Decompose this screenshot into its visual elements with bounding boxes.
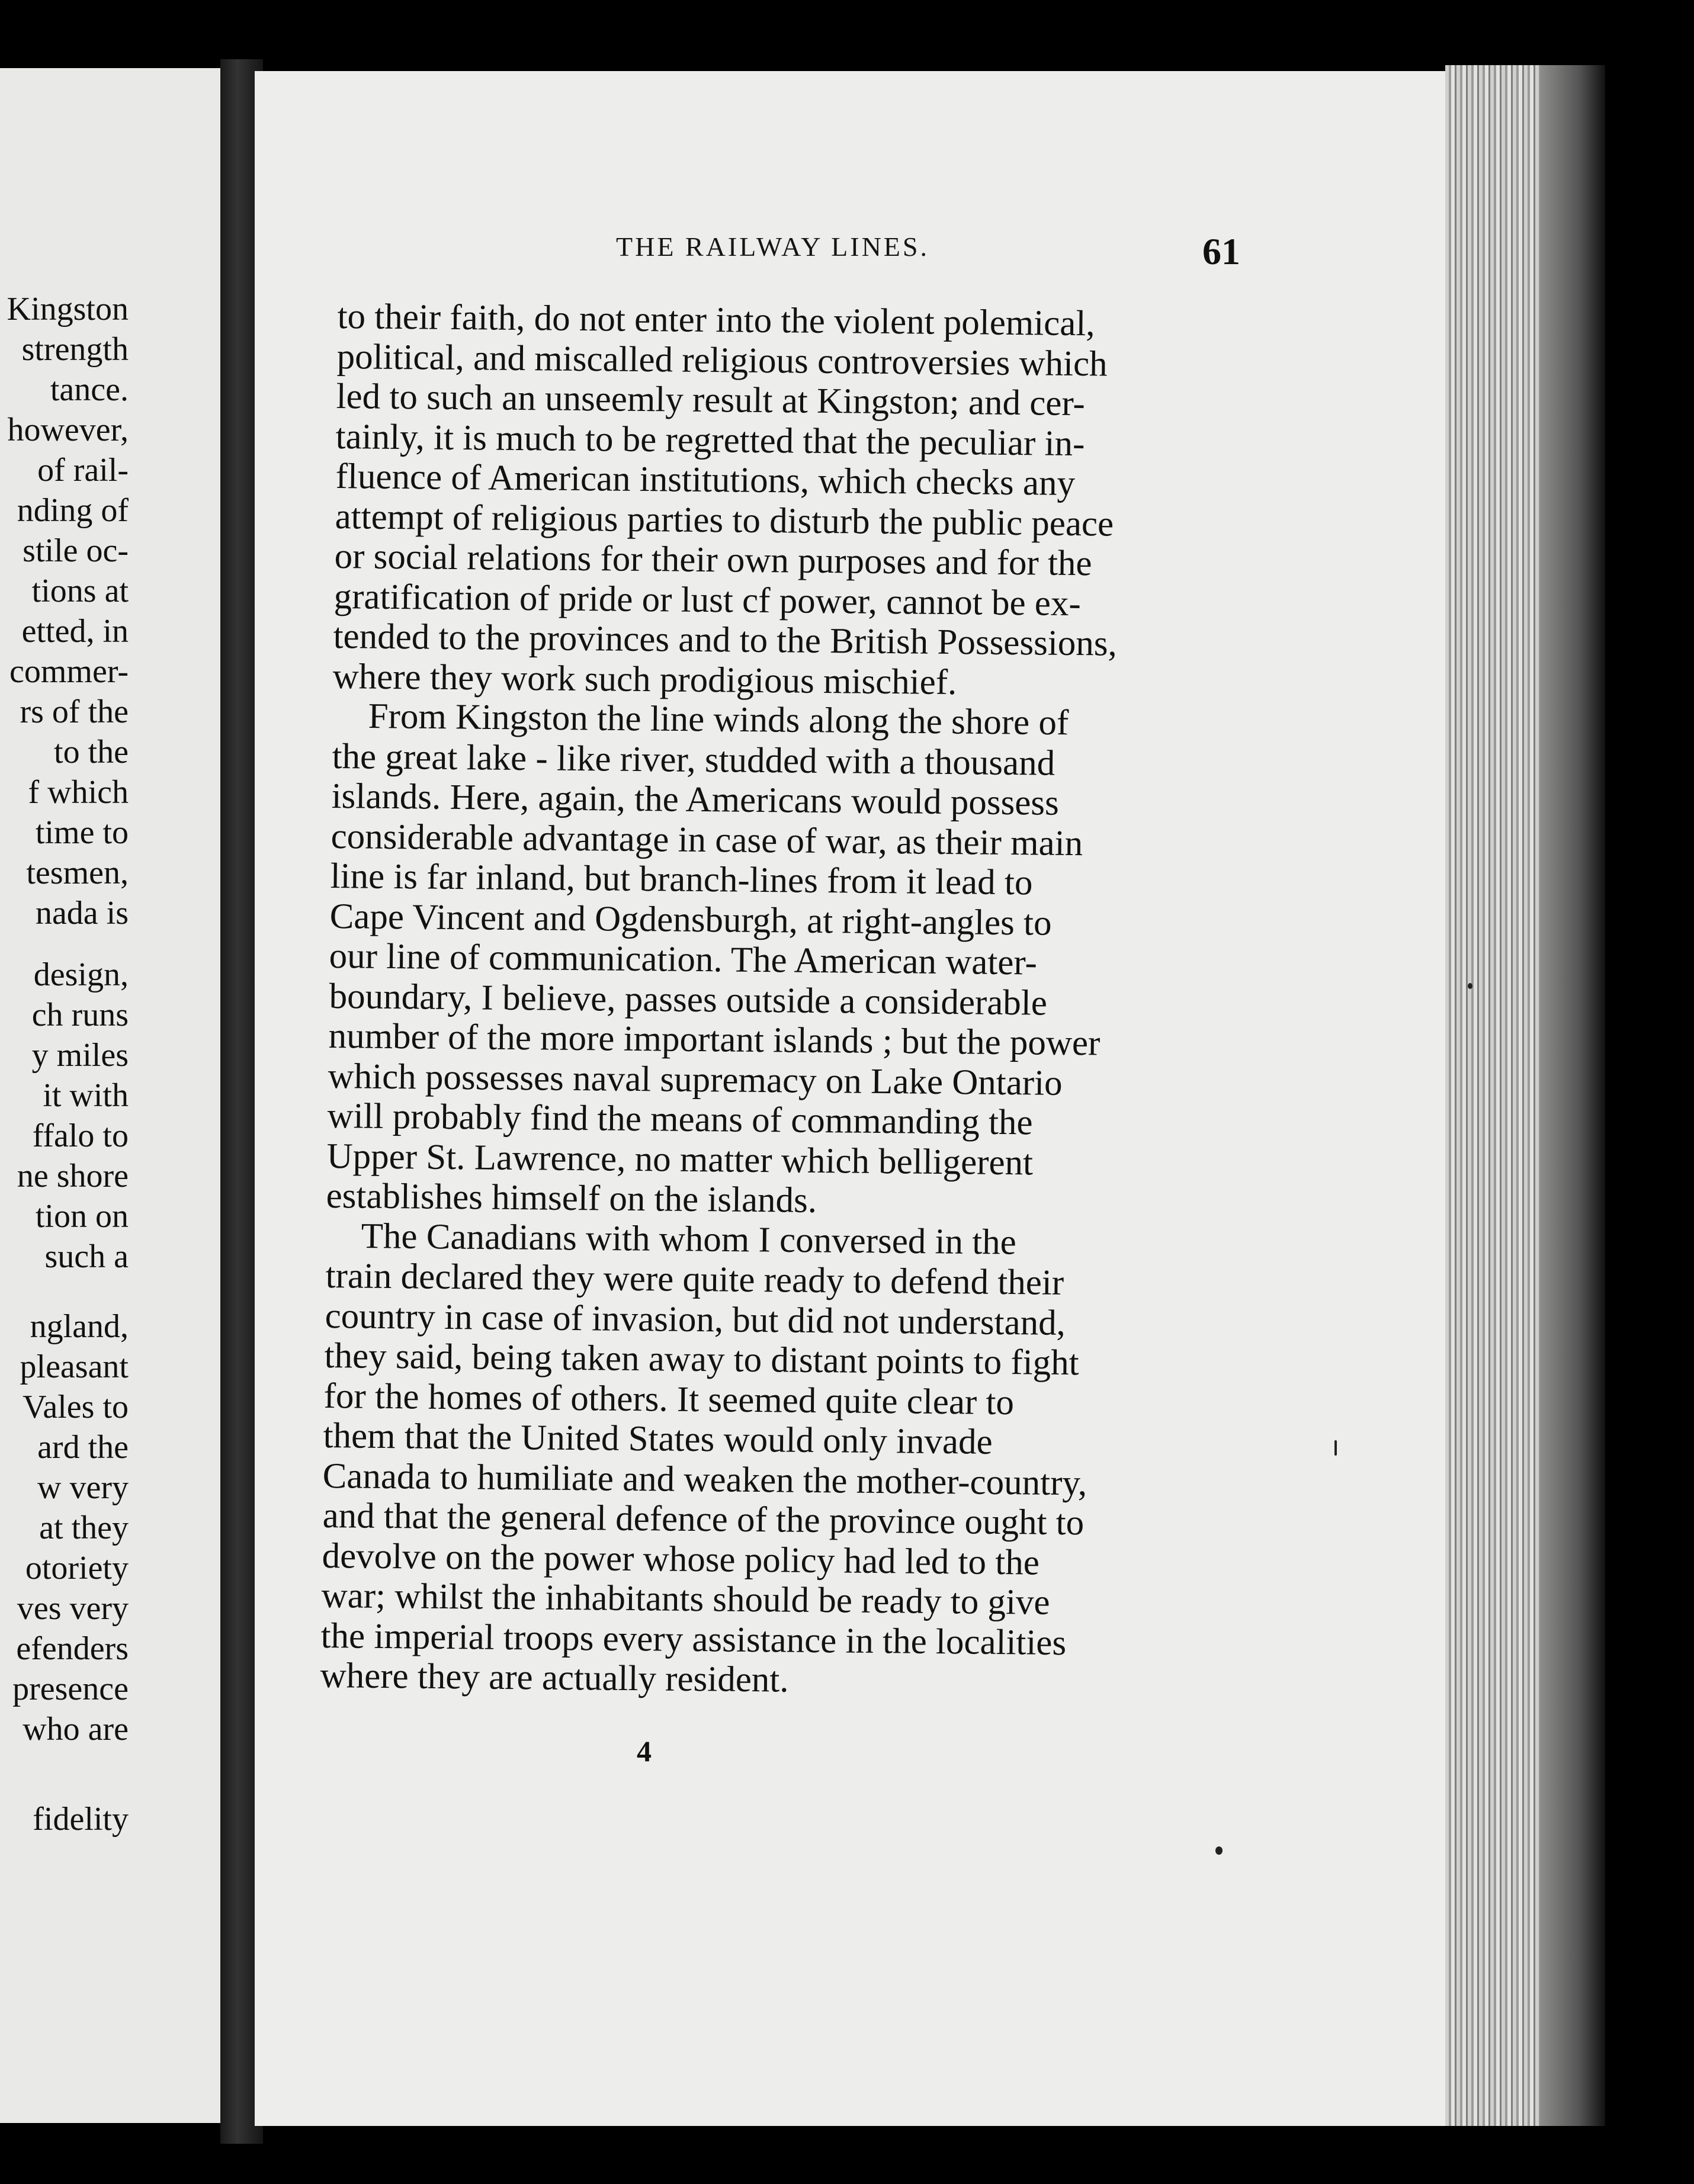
left-page-line: nding of: [17, 492, 129, 529]
left-page-line: ard the: [37, 1429, 129, 1466]
page-number: 61: [1202, 230, 1240, 272]
body-line: considerable advantage in case of war, as their main: [331, 816, 1083, 863]
body-line: the imperial troops every assistance in the localities: [320, 1615, 1067, 1663]
body-line: Upper St. Lawrence, no matter which belligerent: [326, 1136, 1034, 1183]
body-line: them that the United States would only invade: [323, 1416, 993, 1462]
left-page-line: ne shore: [17, 1158, 129, 1194]
body-line: tended to the provinces and to the British Possessions,: [333, 616, 1118, 664]
body-line: where they work such prodigious mischief.: [332, 656, 958, 702]
body-line: they said, being taken away to distant points to fight: [324, 1336, 1079, 1383]
body-line: train declared they were quite ready to defend their: [325, 1256, 1064, 1303]
signature-mark: 4: [637, 1735, 652, 1768]
left-page-line: tion on: [35, 1198, 129, 1235]
left-page-line: w very: [37, 1469, 129, 1506]
left-page-line: of rail-: [37, 452, 129, 489]
body-line: will probably find the means of commanding the: [327, 1096, 1033, 1143]
left-page-line: tions at: [31, 573, 129, 609]
left-page-line: Vales to: [23, 1389, 129, 1425]
body-line: islands. Here, again, the Americans would possess: [331, 776, 1059, 823]
left-page-line: such a: [44, 1238, 129, 1275]
body-line: gratification of pride or lust cf power, cannot be ex-: [333, 576, 1082, 624]
left-page-line: presence: [12, 1671, 129, 1707]
body-line: devolve on the power whose policy had led to the: [321, 1536, 1040, 1583]
left-page-line: to the: [54, 734, 129, 770]
left-page-line: fidelity: [33, 1801, 129, 1838]
body-line: which possesses naval supremacy on Lake Ontario: [328, 1056, 1063, 1103]
body-line: The Canadians with whom I conversed in the: [361, 1216, 1017, 1263]
left-page-line: etted, in: [21, 613, 129, 650]
body-line: country in case of invasion, but did not understand,: [325, 1296, 1066, 1343]
body-line: war; whilst the inhabitants should be ready to give: [321, 1576, 1050, 1623]
page-edges-shadow: [1540, 65, 1605, 2126]
left-page-line: it with: [43, 1077, 129, 1114]
left-page-line: however,: [7, 412, 129, 448]
body-line: line is far inland, but branch-lines from it lead to: [330, 856, 1033, 903]
body-line: our line of communication. The American water-: [329, 936, 1038, 983]
left-page-line: design,: [33, 956, 129, 993]
left-facing-page: [0, 68, 220, 2123]
body-line: attempt of religious parties to disturb the public peace: [335, 496, 1114, 544]
body-line: Cape Vincent and Ogdensburgh, at right-angles to: [329, 896, 1053, 943]
left-page-line: tesmen,: [26, 855, 129, 891]
ink-speck: [1468, 983, 1472, 989]
body-line: tainly, it is much to be regretted that the peculiar in-: [335, 416, 1086, 464]
left-page-line: nada is: [35, 895, 129, 932]
body-line: led to such an unseemly result at Kingston; and cer-: [336, 376, 1086, 424]
ink-speck: [1215, 1846, 1223, 1855]
left-page-line: otoriety: [25, 1550, 129, 1586]
left-page-line: tance.: [50, 371, 129, 408]
ink-speck: [1334, 1440, 1337, 1456]
body-line: number of the more important islands ; but the power: [328, 1016, 1101, 1064]
left-page-line: stile oc-: [23, 532, 129, 569]
left-page-line: who are: [23, 1711, 129, 1748]
left-page-line: rs of the: [20, 693, 129, 730]
body-line: for the homes of others. It seemed quite clear to: [323, 1376, 1015, 1422]
body-line: From Kingston the line winds along the shore of: [367, 696, 1069, 743]
left-page-line: Kingston: [7, 291, 129, 327]
left-page-line: f which: [28, 774, 129, 811]
left-page-line: ngland,: [30, 1308, 129, 1345]
left-page-text: [0, 68, 220, 2123]
body-line: Canada to humiliate and weaken the mother-country,: [322, 1456, 1087, 1503]
left-page-line: ffalo to: [32, 1117, 129, 1154]
body-line: the great lake - like river, studded with a thousand: [331, 736, 1055, 783]
left-page-line: commer-: [9, 653, 129, 690]
body-line: establishes himself on the islands.: [326, 1176, 817, 1221]
body-line: or social relations for their own purposes and for the: [334, 536, 1092, 584]
left-page-line: efenders: [16, 1630, 129, 1667]
body-line: to their faith, do not enter into the violent polemical,: [337, 296, 1095, 344]
body-line: fluence of American institutions, which checks any: [335, 456, 1075, 503]
left-page-line: at they: [39, 1509, 129, 1546]
body-line: and that the general defence of the province ought to: [322, 1496, 1084, 1543]
left-page-line: ch runs: [31, 997, 129, 1033]
left-page-line: ves very: [17, 1590, 129, 1627]
body-line: political, and miscalled religious controversies which: [336, 336, 1108, 384]
left-page-line: y miles: [31, 1037, 129, 1074]
body-line: boundary, I believe, passes outside a considerable: [328, 976, 1047, 1023]
left-page-line: time to: [35, 814, 129, 851]
body-line: where they are actually resident.: [320, 1656, 789, 1700]
left-page-line: pleasant: [20, 1348, 129, 1385]
left-page-line: strength: [21, 331, 129, 368]
running-head: THE RAILWAY LINES.: [616, 232, 929, 262]
